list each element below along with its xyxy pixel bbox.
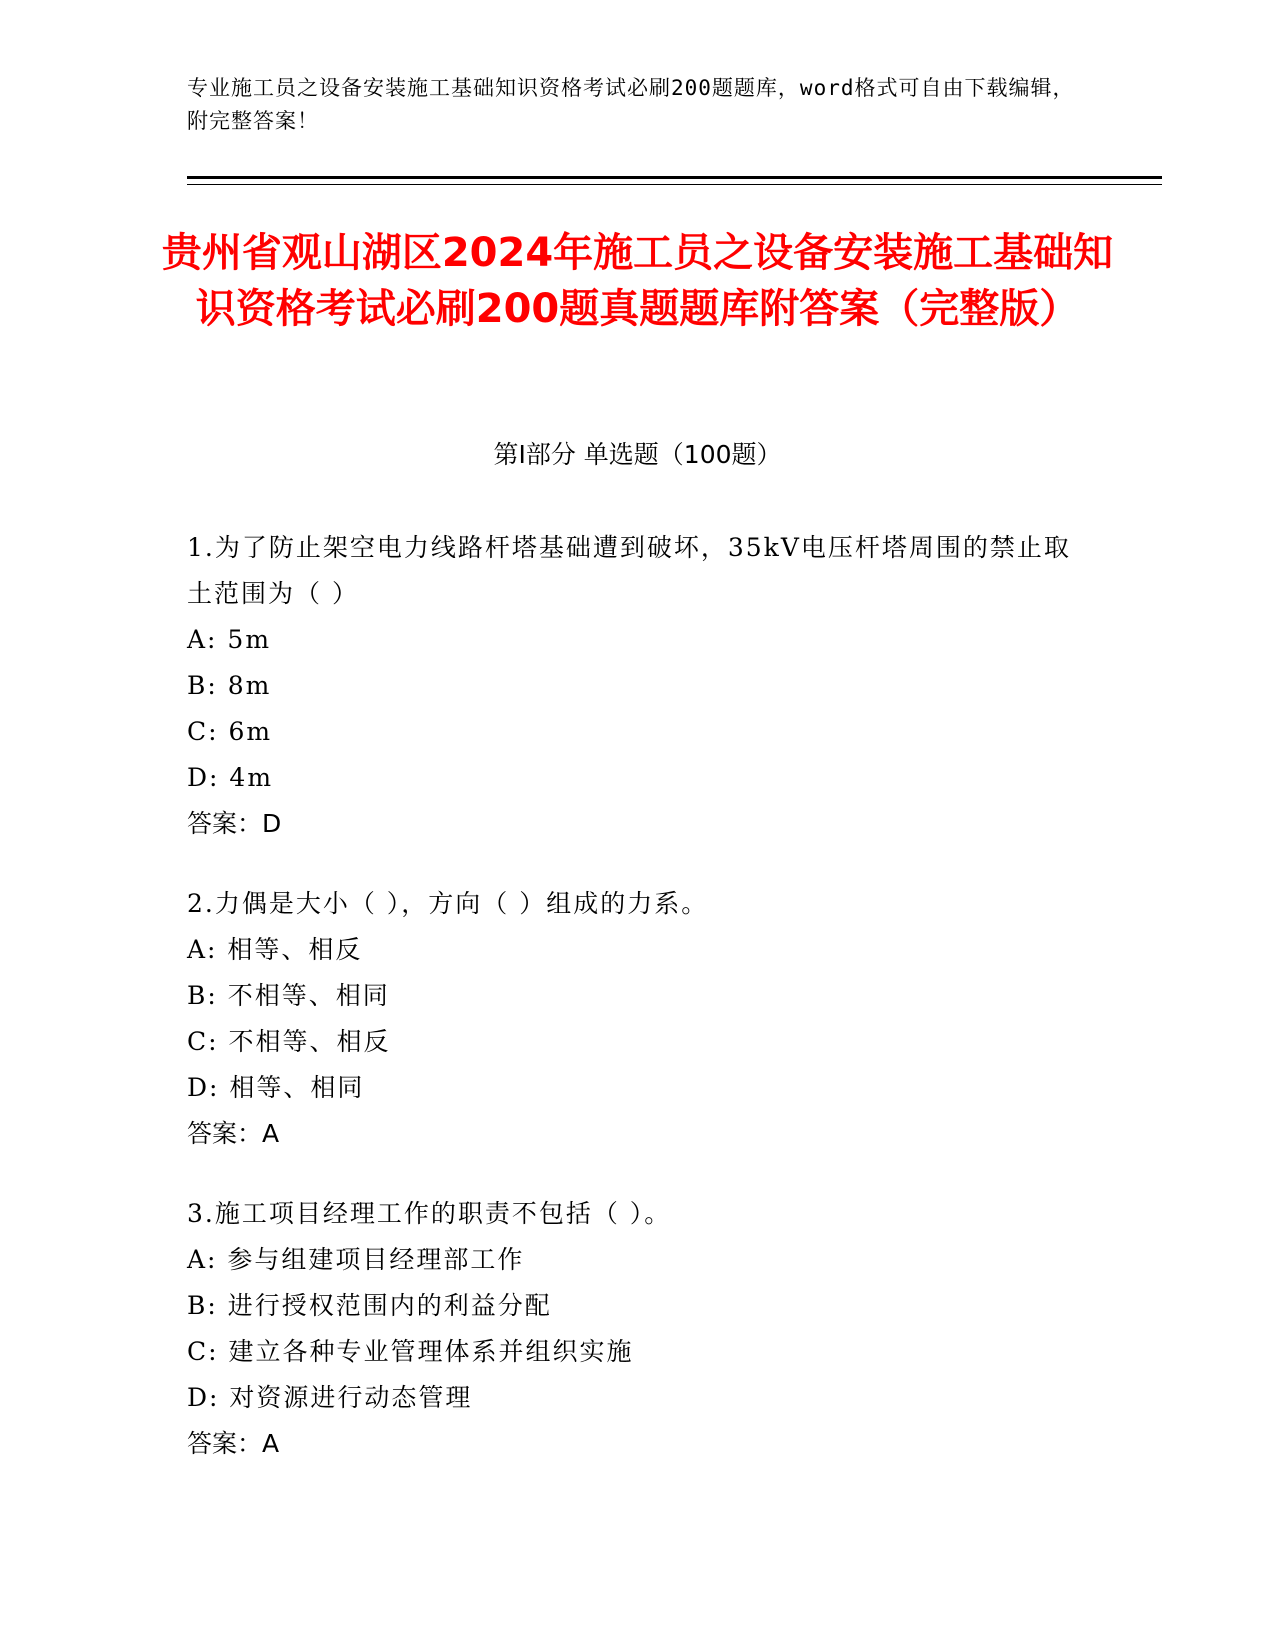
option-c: C: 建立各种专业管理体系并组织实施 bbox=[187, 1337, 634, 1366]
header-rule-thick bbox=[187, 176, 1162, 179]
option-b: B: 进行授权范围内的利益分配 bbox=[187, 1291, 552, 1320]
section-heading: 第I部分 单选题（100题） bbox=[493, 440, 782, 469]
option-a: A: 相等、相反 bbox=[187, 935, 363, 964]
question-3 bbox=[187, 1191, 1087, 1467]
option-b: B: 8m bbox=[187, 671, 272, 700]
question-stem: 1.为了防止架空电力线路杆塔基础遭到破坏，35kV电压杆塔周围的禁止取土范围为（ ） bbox=[187, 533, 1071, 608]
option-c: C: 6m bbox=[187, 717, 273, 746]
option-d: D: 对资源进行动态管理 bbox=[187, 1383, 473, 1412]
answer: 答案：D bbox=[187, 809, 282, 838]
question-1 bbox=[187, 525, 1087, 847]
question-2 bbox=[187, 881, 1087, 1157]
option-a: A: 参与组建项目经理部工作 bbox=[187, 1245, 525, 1274]
option-c: C: 不相等、相反 bbox=[187, 1027, 391, 1056]
option-a: A: 5m bbox=[187, 625, 272, 654]
answer: 答案：A bbox=[187, 1429, 280, 1458]
header-note: 专业施工员之设备安装施工基础知识资格考试必刷200题题库，word格式可自由下载编辑，附完整答案！ bbox=[187, 76, 1075, 133]
answer: 答案：A bbox=[187, 1119, 280, 1148]
header-rule-thin bbox=[187, 184, 1162, 185]
option-d: D: 相等、相同 bbox=[187, 1073, 365, 1102]
question-list bbox=[187, 525, 1087, 1501]
document-title: 贵州省观山湖区2024年施工员之设备安装施工基础知识资格考试必刷200题真题题库附答案（完整版） bbox=[161, 230, 1114, 332]
question-stem: 2.力偶是大小（ ），方向（ ）组成的力系。 bbox=[187, 889, 709, 918]
question-stem: 3.施工项目经理工作的职责不包括（ ）。 bbox=[187, 1199, 672, 1228]
option-d: D: 4m bbox=[187, 763, 274, 792]
option-b: B: 不相等、相同 bbox=[187, 981, 390, 1010]
